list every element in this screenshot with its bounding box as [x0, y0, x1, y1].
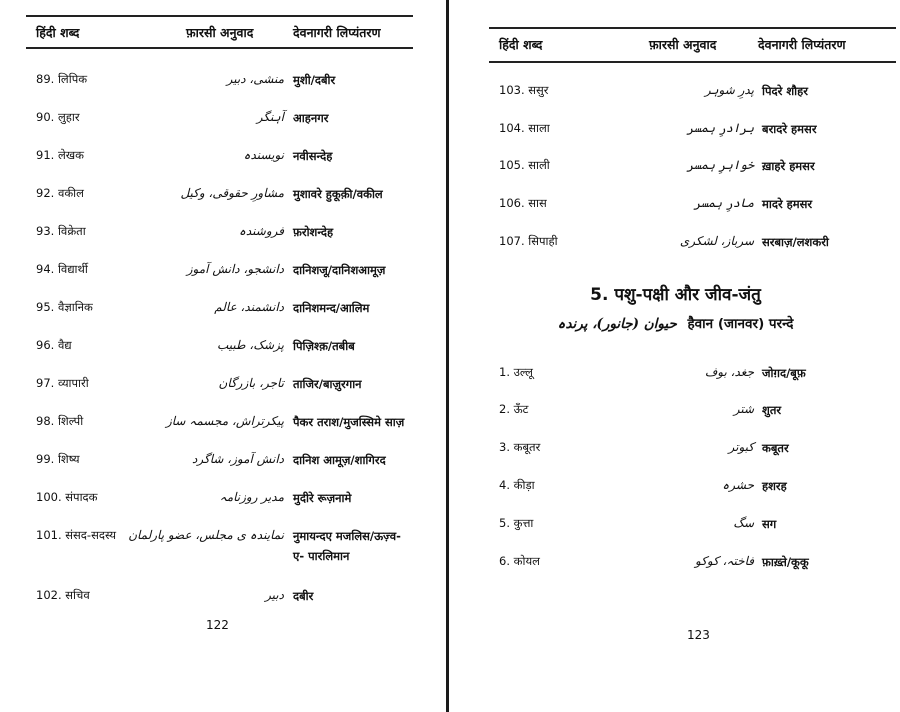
animal-row	[451, 516, 900, 536]
header-transliteration: देवनागरी लिप्यंतरण	[293, 24, 381, 40]
farsi-word: جغد، بوف	[704, 365, 754, 379]
header-farsi-translation: फ़ारसी अनुवाद	[649, 36, 717, 52]
transliteration: शुतर	[762, 403, 782, 417]
column-headers	[451, 34, 900, 54]
transliteration: ख़ाहरे हमसर	[762, 159, 815, 173]
hindi-word: 2. ऊँट	[499, 402, 529, 416]
page-divider	[446, 0, 449, 712]
transliteration: दानिश आमूज़/शागिरद	[293, 453, 386, 467]
farsi-word: مدیر روزنامہ	[219, 490, 284, 504]
transliteration: नुमायन्दए मजलिस/ऊज़्व-	[293, 529, 401, 543]
transliteration: बरादरे हमसर	[762, 122, 817, 136]
section-subtitle-farsi: حیوان (جانور)، پرندہ	[557, 316, 677, 332]
transliteration: दानिशजू/दानिशआमूज़	[293, 263, 386, 277]
transliteration: जोग़द/बूफ़	[762, 366, 806, 380]
transliteration: हशरह	[762, 479, 787, 493]
hindi-word: 92. वकील	[36, 186, 84, 200]
vocab-row	[0, 338, 446, 358]
farsi-word: خواہرِ ہمسر	[686, 158, 754, 172]
section-title: 5. पशु-पक्षी और जीव-जंतु	[590, 285, 761, 305]
farsi-word: کبوتر	[728, 440, 754, 454]
vocab-row	[451, 83, 900, 103]
vocab-row	[0, 414, 446, 434]
hindi-word: 4. कीड़ा	[499, 478, 535, 492]
transliteration: पिदरे शौहर	[762, 84, 808, 98]
vocab-row	[0, 262, 446, 282]
farsi-word: آہنگر	[256, 110, 284, 124]
hindi-word: 104. साला	[499, 121, 550, 135]
header-bottom-rule	[26, 47, 413, 49]
vocab-row	[451, 234, 900, 254]
hindi-word: 99. शिष्य	[36, 452, 80, 466]
transliteration: मादरे हमसर	[762, 197, 813, 211]
hindi-word: 90. लुहार	[36, 110, 80, 124]
hindi-word: 6. कोयल	[499, 554, 540, 568]
farsi-word: فاختہ، کوکو	[695, 554, 754, 568]
vocab-row	[0, 588, 446, 608]
farsi-word: مادرِ ہمسر	[693, 196, 754, 210]
animal-row	[451, 440, 900, 460]
farsi-word: تاجر، بازرگان	[218, 376, 284, 390]
vocab-row	[0, 490, 446, 510]
vocab-row	[0, 452, 446, 472]
hindi-word: 98. शिल्पी	[36, 414, 84, 428]
section-subtitle-hindi: हैवान (जानवर) परन्दे	[687, 316, 794, 332]
farsi-word: حشرہ	[722, 478, 754, 492]
vocab-row	[451, 196, 900, 216]
transliteration: दानिशमन्द/आलिम	[293, 301, 370, 315]
transliteration: पैकर तराश/मुजस्सिमे साज़	[293, 415, 405, 429]
transliteration: फ़रोशन्देह	[293, 225, 334, 239]
farsi-word: مشاورِ حقوقی، وکیل	[180, 186, 284, 200]
transliteration: मुदीरे रूज़नामे	[293, 491, 352, 505]
farsi-word: پدرِ شوہر	[704, 83, 754, 97]
hindi-word: 105. साली	[499, 158, 550, 172]
header-top-rule	[26, 15, 413, 17]
transliteration: ताजिर/बाज़ुरगान	[293, 377, 362, 391]
left-page	[0, 0, 446, 712]
vocab-row	[0, 224, 446, 244]
transliteration: नवीसन्देह	[293, 149, 333, 163]
transliteration-continued: ए- पारलिमान	[293, 549, 350, 563]
transliteration: कबूतर	[762, 441, 789, 455]
farsi-word: سگ	[733, 516, 754, 530]
farsi-word: نویسندہ	[243, 148, 284, 162]
column-headers	[0, 22, 446, 42]
hindi-word: 100. संपादक	[36, 490, 98, 504]
farsi-word: شتر	[733, 402, 754, 416]
farsi-word: نمایندہ ی مجلس، عضو پارلمان	[128, 528, 284, 542]
vocab-row	[451, 158, 900, 178]
hindi-word: 107. सिपाही	[499, 234, 558, 248]
farsi-word: پزشک، طبیب	[216, 338, 284, 352]
section-subtitle	[451, 314, 900, 332]
vocab-row	[0, 186, 446, 206]
farsi-word: دانشجو، دانش آموز	[186, 262, 284, 276]
animal-row	[451, 402, 900, 422]
hindi-word: 1. उल्लू	[499, 365, 533, 379]
hindi-word: 96. वैद्य	[36, 338, 72, 352]
hindi-word: 3. कबूतर	[499, 440, 541, 454]
header-farsi-translation: फ़ारसी अनुवाद	[186, 24, 254, 40]
transliteration: दबीर	[293, 589, 314, 603]
right-page	[451, 0, 900, 712]
header-hindi-word: हिंदी शब्द	[499, 36, 543, 52]
hindi-word: 106. सास	[499, 196, 547, 210]
farsi-word: پیکرتراش، مجسمہ ساز	[165, 414, 284, 428]
transliteration: मुशावरे हुकूक़ी/वकील	[293, 187, 383, 201]
farsi-word: دانش آموز، شاگرد	[192, 452, 284, 466]
vocab-row	[0, 528, 446, 568]
farsi-word: دانشمند، عالم	[214, 300, 284, 314]
hindi-word: 102. सचिव	[36, 588, 90, 602]
hindi-word: 94. विद्यार्थी	[36, 262, 88, 276]
farsi-word: سرباز، لشکری	[679, 234, 754, 248]
animal-row	[451, 478, 900, 498]
hindi-word: 93. विक्रेता	[36, 224, 86, 238]
header-hindi-word: हिंदी शब्द	[36, 24, 80, 40]
page-number: 122	[206, 618, 229, 632]
header-bottom-rule	[489, 61, 896, 63]
vocab-row	[0, 148, 446, 168]
farsi-word: منشی، دبیر	[226, 72, 284, 86]
vocab-row	[0, 72, 446, 92]
transliteration: मुशी/दबीर	[293, 73, 336, 87]
vocab-row	[0, 300, 446, 320]
page-number: 123	[687, 628, 710, 642]
transliteration: आहनगर	[293, 111, 329, 125]
transliteration: फ़ाख़्ते/कूकू	[762, 555, 809, 569]
farsi-word: دبیر	[265, 588, 284, 602]
transliteration: पिज़िश्क़/तबीब	[293, 339, 355, 353]
vocab-row	[0, 110, 446, 130]
animal-row	[451, 554, 900, 574]
farsi-word: برادرِ ہمسر	[686, 121, 754, 135]
hindi-word: 101. संसद-सदस्य	[36, 528, 117, 542]
vocab-row	[451, 121, 900, 141]
hindi-word: 5. कुत्ता	[499, 516, 534, 530]
hindi-word: 97. व्यापारी	[36, 376, 89, 390]
header-top-rule	[489, 27, 896, 29]
hindi-word: 89. लिपिक	[36, 72, 88, 86]
vocab-row	[0, 376, 446, 396]
farsi-word: فروشندہ	[238, 224, 284, 238]
transliteration: सरबाज़/लशकरी	[762, 235, 829, 249]
hindi-word: 95. वैज्ञानिक	[36, 300, 93, 314]
transliteration: सग	[762, 517, 777, 531]
header-transliteration: देवनागरी लिप्यंतरण	[758, 36, 846, 52]
hindi-word: 103. ससुर	[499, 83, 549, 97]
animal-row	[451, 365, 900, 385]
hindi-word: 91. लेखक	[36, 148, 84, 162]
